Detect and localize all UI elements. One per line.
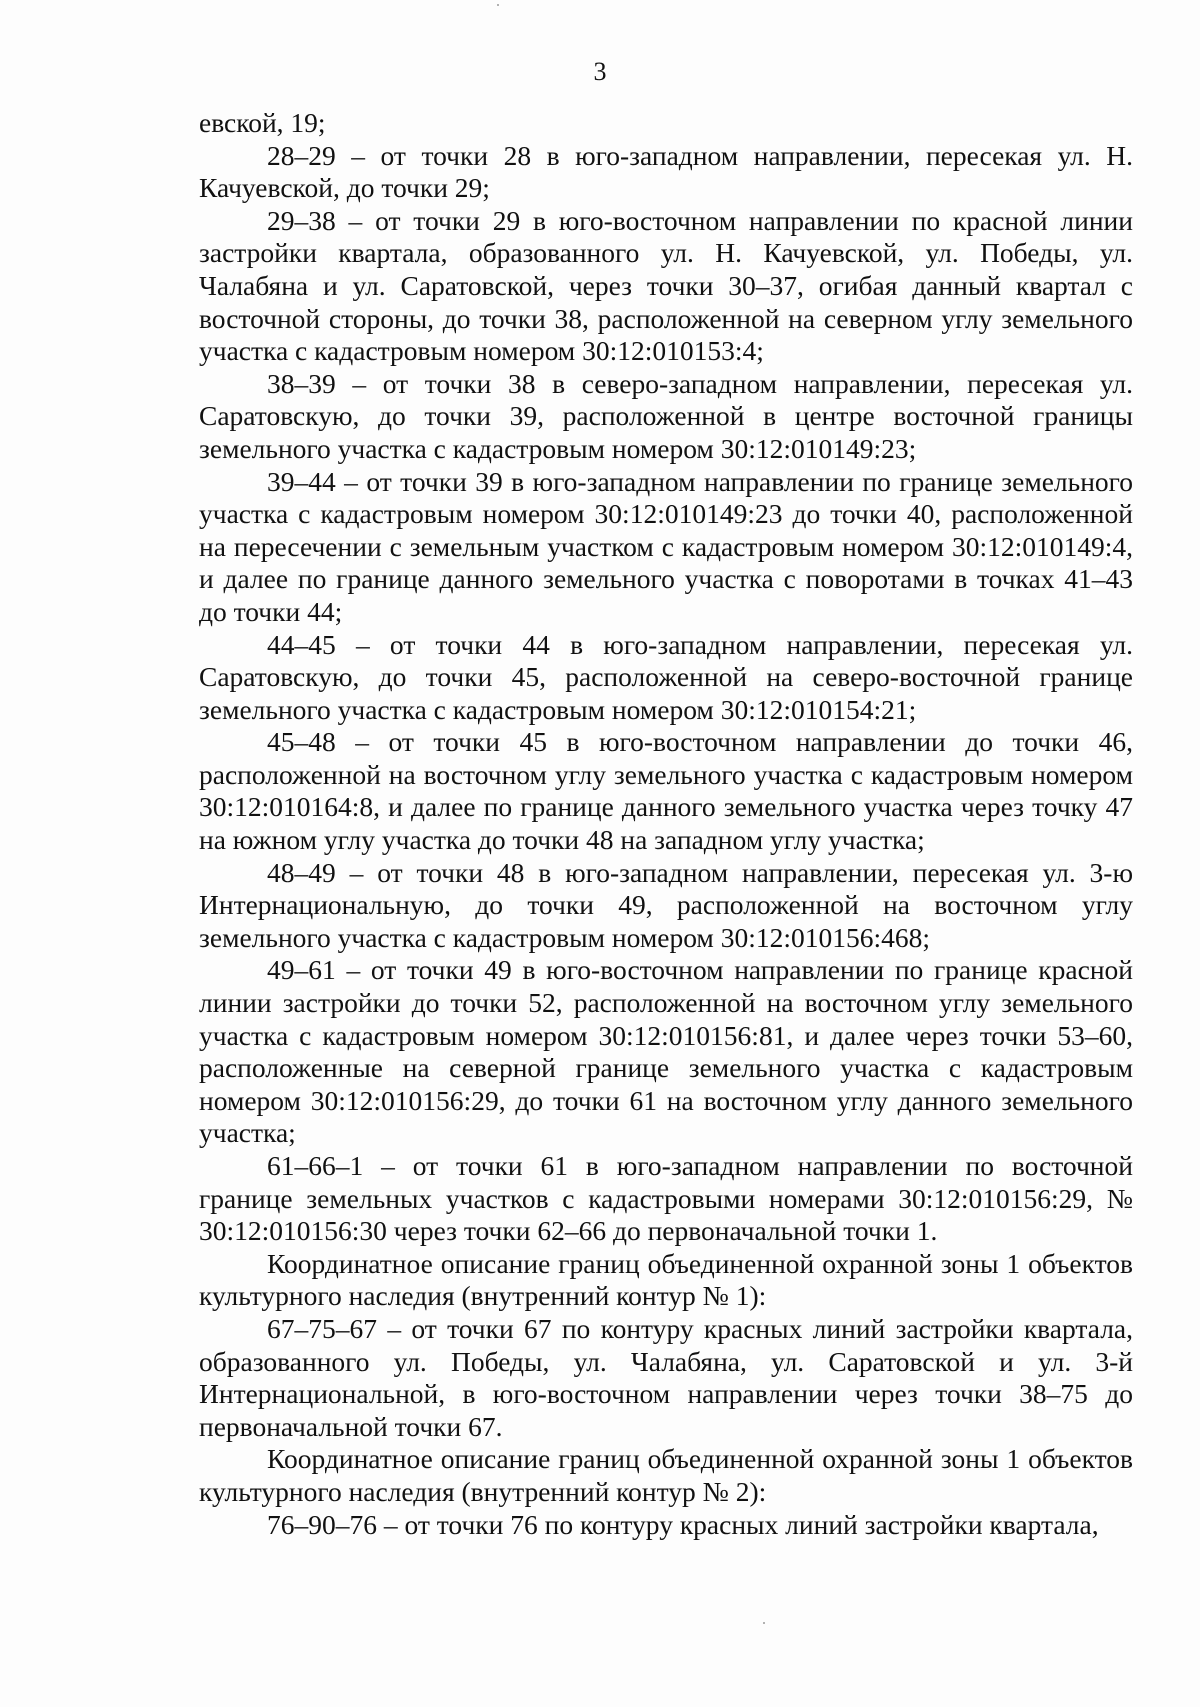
scan-speck: [497, 4, 499, 6]
paragraph: 48–49 – от точки 48 в юго-западном направлении, пересекая ул. 3-ю Интернациональную, до точки 49, расположенной на восточном углу земельного участка с кадастровым номером 30:12:010156:468;: [199, 856, 1133, 953]
paragraph: 67–75–67 – от точки 67 по контуру красных линий застройки квартала, образованного ул. Победы, ул. Чалабяна, ул. Саратовской и ул. 3-й Интернациональной, в юго-восточном направлении через точки 38–75 до первоначальной точки 67.: [199, 1312, 1133, 1442]
document-body: [199, 107, 1133, 1541]
paragraph: Координатное описание границ объединенной охранной зоны 1 объектов культурного наследия (внутренний контур № 2):: [199, 1443, 1133, 1507]
paragraph: Координатное описание границ объединенной охранной зоны 1 объектов культурного наследия (внутренний контур № 1):: [199, 1247, 1133, 1312]
page-number: 3: [593, 57, 607, 86]
paragraph: 44–45 – от точки 44 в юго-западном направлении, пересекая ул. Саратовскую, до точки 45, расположенной на северо-восточной границе земельного участка с кадастровым номером 30:12:010154:21;: [199, 628, 1133, 725]
paragraph: 45–48 – от точки 45 в юго-восточном направлении до точки 46, расположенной на восточном углу земельного участка с кадастровым номером 30:12:010164:8, и далее по границе данного земельного участка через точку 47 на южном углу участка до точки 48 на западном углу участка;: [199, 726, 1133, 856]
paragraph: 61–66–1 – от точки 61 в юго-западном направлении по восточной границе земельных участков с кадастровыми номерами 30:12:010156:29, № 30:12:010156:30 через точки 62–66 до первоначальной точки 1.: [199, 1150, 1133, 1247]
paragraph: 39–44 – от точки 39 в юго-западном направлении по границе земельного участка с кадастровым номером 30:12:010149:23 до точки 40, расположенной на пересечении с земельным участком с кадастровым номером 30:12:010149:4, и далее по границе данного земельного участка с поворотами в точках 41–43 до точки 44;: [199, 465, 1133, 627]
paragraph: 28–29 – от точки 28 в юго-западном направлении, пересекая ул. Н. Качуевской, до точки 29;: [199, 139, 1133, 204]
paragraph: 38–39 – от точки 38 в северо-западном направлении, пересекая ул. Саратовскую, до точки 39, расположенной в центре восточной границы земельного участка с кадастровым номером 30:12:010149:23;: [199, 367, 1133, 464]
paragraph: 29–38 – от точки 29 в юго-восточном направлении по красной линии застройки квартала, образованного ул. Н. Качуевской, ул. Победы, ул. Чалабяна и ул. Саратовской, через точки 30–37, огибая данный квартал с восточной стороны, до точки 38, расположенной на северном углу земельного участка с кадастровым номером 30:12:010153:4;: [199, 204, 1133, 367]
paragraph: 49–61 – от точки 49 в юго-восточном направлении по границе красной линии застройки до точки 52, расположенной на восточном углу земельного участка с кадастровым номером 30:12:010156:81, и далее через точки 53–60, расположенные на северной границе земельного участка с кадастровым номером 30:12:010156:29, до точки 61 на восточном углу данного земельного участка;: [199, 954, 1133, 1149]
scan-speck: [763, 1622, 765, 1624]
paragraph: евской, 19;: [199, 107, 326, 138]
paragraph: 76–90–76 – от точки 76 по контуру красных линий застройки квартала,: [267, 1508, 1099, 1540]
